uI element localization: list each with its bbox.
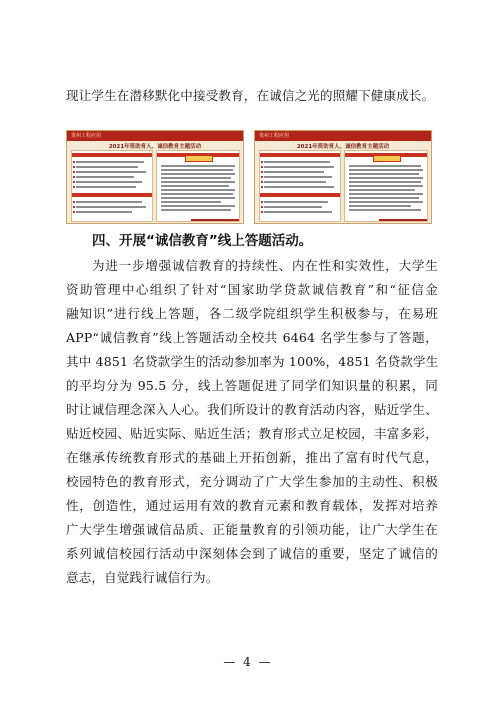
poster-title: 2021年资助育人、诚信教育主题活动 [296, 144, 390, 150]
paragraph-line: 系列诚信校园行活动中深刻体会到了诚信的重要，坚定了诚信的 [66, 546, 438, 561]
paragraph-line: 其中 4851 名贷款学生的活动参加率为 100%，4851 名贷款学生 [66, 354, 439, 369]
paragraph-line: 现让学生在潜移默化中接受教育，在诚信之光的照耀下健康成长。 [66, 88, 435, 103]
activity-poster [254, 130, 432, 224]
poster-title: 2021年资助育人、诚信教育主题活动 [108, 144, 202, 150]
paragraph-line: 广大学生增强诚信品质、正能量教育的引领功能，让广大学生在 [66, 522, 438, 537]
paragraph-line: 校园特色的教育形式，充分调动了广大学生参加的主动性、积极 [66, 474, 438, 489]
activity-poster [66, 130, 244, 224]
paragraph-line: 为进一步增强诚信教育的持续性、内在性和实效性，大学生 [92, 258, 438, 273]
paragraph-line: 资助管理中心组织了针对“国家助学贷款诚信教育”和“征信金 [66, 282, 438, 297]
poster-logo: 贵州工程应用 [71, 133, 102, 139]
paragraph-line: 在继承传统教育形式的基础上开拓创新，推出了富有时代气息， [66, 450, 438, 465]
paragraph-line: 性，创造性，通过运用有效的教育元素和教育载体，发挥对培养 [66, 498, 438, 513]
page-number: — 4 — [223, 655, 273, 669]
section-heading: 四、开展“诚信教育”线上答题活动。 [92, 233, 313, 249]
paragraph-line: 融知识”进行线上答题，各二级学院组织学生积极参与，在易班 [66, 306, 438, 321]
paragraph-line: 的平均分为 95.5 分，线上答题促进了同学们知识量的积累，同 [66, 378, 438, 393]
paragraph-line: 时让诚信理念深入人心。我们所设计的教育活动内容，贴近学生、 [66, 402, 438, 417]
paragraph-line: 意志，自觉践行诚信行为。 [66, 570, 219, 585]
paragraph-line: APP“诚信教育”线上答题活动全校共 6464 名学生参与了答题， [66, 330, 438, 345]
paragraph-line: 贴近校园、贴近实际、贴近生活；教育形式立足校园，丰富多彩， [66, 426, 438, 441]
poster-logo: 贵州工程应用 [259, 133, 290, 139]
